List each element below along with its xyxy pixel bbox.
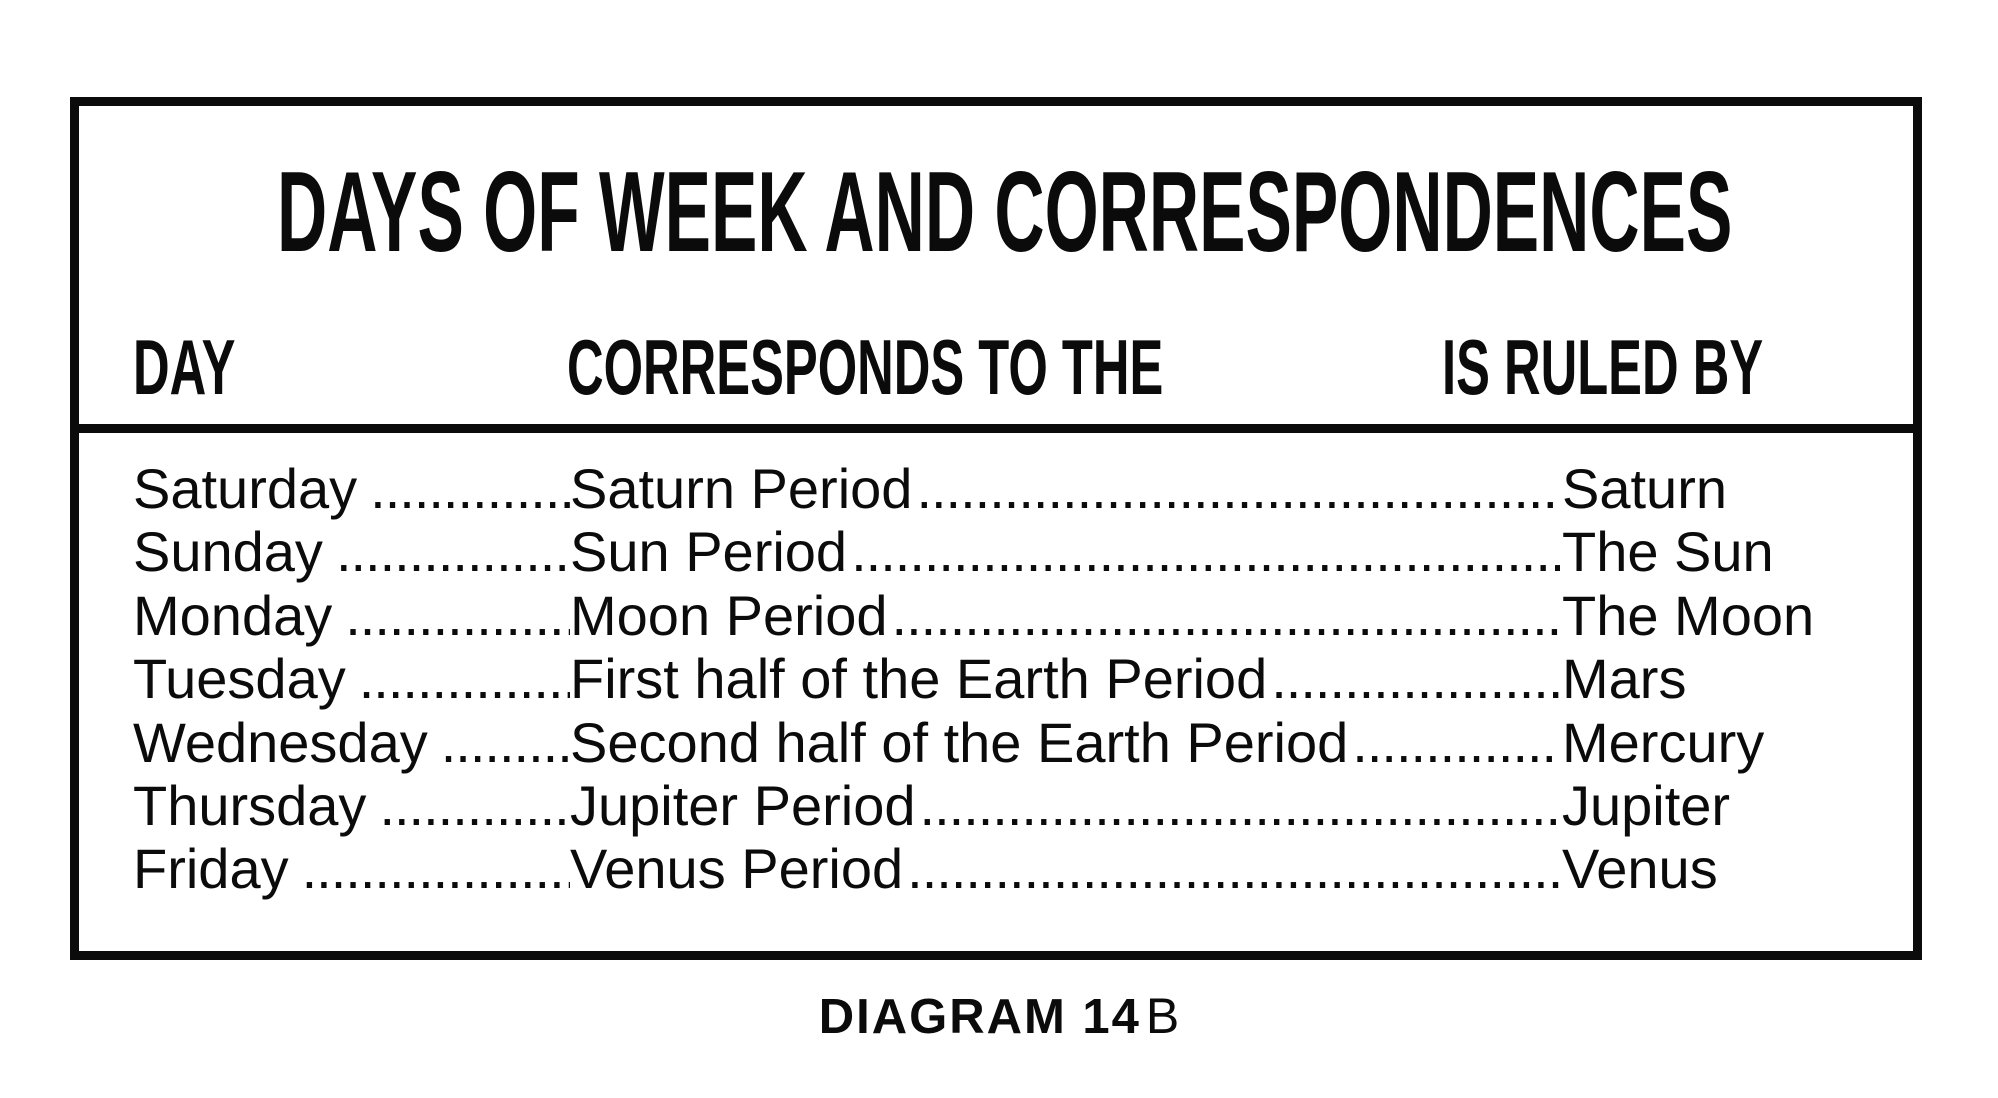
dot-leader [379,774,570,837]
day-cell: Monday [133,583,333,647]
period-cell: First half of the Earth Period [570,647,1268,711]
dot-leader [851,520,1560,583]
ruler-cell: Saturn [1562,457,1727,520]
table-row [133,584,1891,647]
dot-leader [1352,711,1560,774]
diagram-border-box [70,97,1922,960]
period-cell: Second half of the Earth Period [570,710,1349,774]
day-cell: Tuesday [133,647,346,711]
dot-leader [302,837,570,900]
diagram-title: DAYS OF WEEK AND CORRESPONDENCES [277,149,1733,276]
day-cell: Wednesday [133,710,428,774]
ruler-cell: Venus [1562,837,1718,901]
table-row [133,774,1891,837]
dot-leader [336,520,570,583]
dot-leader [370,457,570,520]
table-row [133,711,1891,774]
day-cell: Saturday [133,457,358,520]
ruler-cell: Jupiter [1562,773,1731,837]
dot-leader [441,711,570,774]
diagram-caption [0,988,1998,1044]
ruler-cell: The Sun [1562,520,1774,584]
period-cell: Saturn Period [570,457,913,520]
table-row [133,520,1891,583]
dot-leader [907,837,1560,900]
ruler-cell: The Moon [1562,583,1815,647]
header-divider-rule [77,424,1915,433]
dot-leader [892,584,1560,647]
period-cell: Jupiter Period [570,773,916,837]
dot-leader [359,647,570,710]
day-cell: Thursday [133,773,367,837]
dot-leader [345,584,570,647]
ruler-cell: Mercury [1562,710,1765,774]
table-row [133,837,1891,900]
column-header-ruled-by: IS RULED BY [1442,323,1764,411]
day-cell: Sunday [133,520,323,584]
table-body [133,457,1891,901]
period-cell: Venus Period [570,837,904,901]
day-cell: Friday [133,837,289,901]
table-row [133,457,1891,520]
dot-leader [1271,647,1560,710]
dot-leader [920,774,1560,837]
ruler-cell: Mars [1562,647,1687,711]
diagram-caption-suffix: B [1145,988,1180,1044]
dot-leader [916,457,1560,520]
period-cell: Moon Period [570,583,888,647]
column-header-corresponds: CORRESPONDS TO THE [567,323,1164,411]
column-header-day: DAY [133,323,236,411]
diagram-caption-label: DIAGRAM 14 [818,990,1141,1044]
table-row [133,647,1891,710]
period-cell: Sun Period [570,520,848,584]
